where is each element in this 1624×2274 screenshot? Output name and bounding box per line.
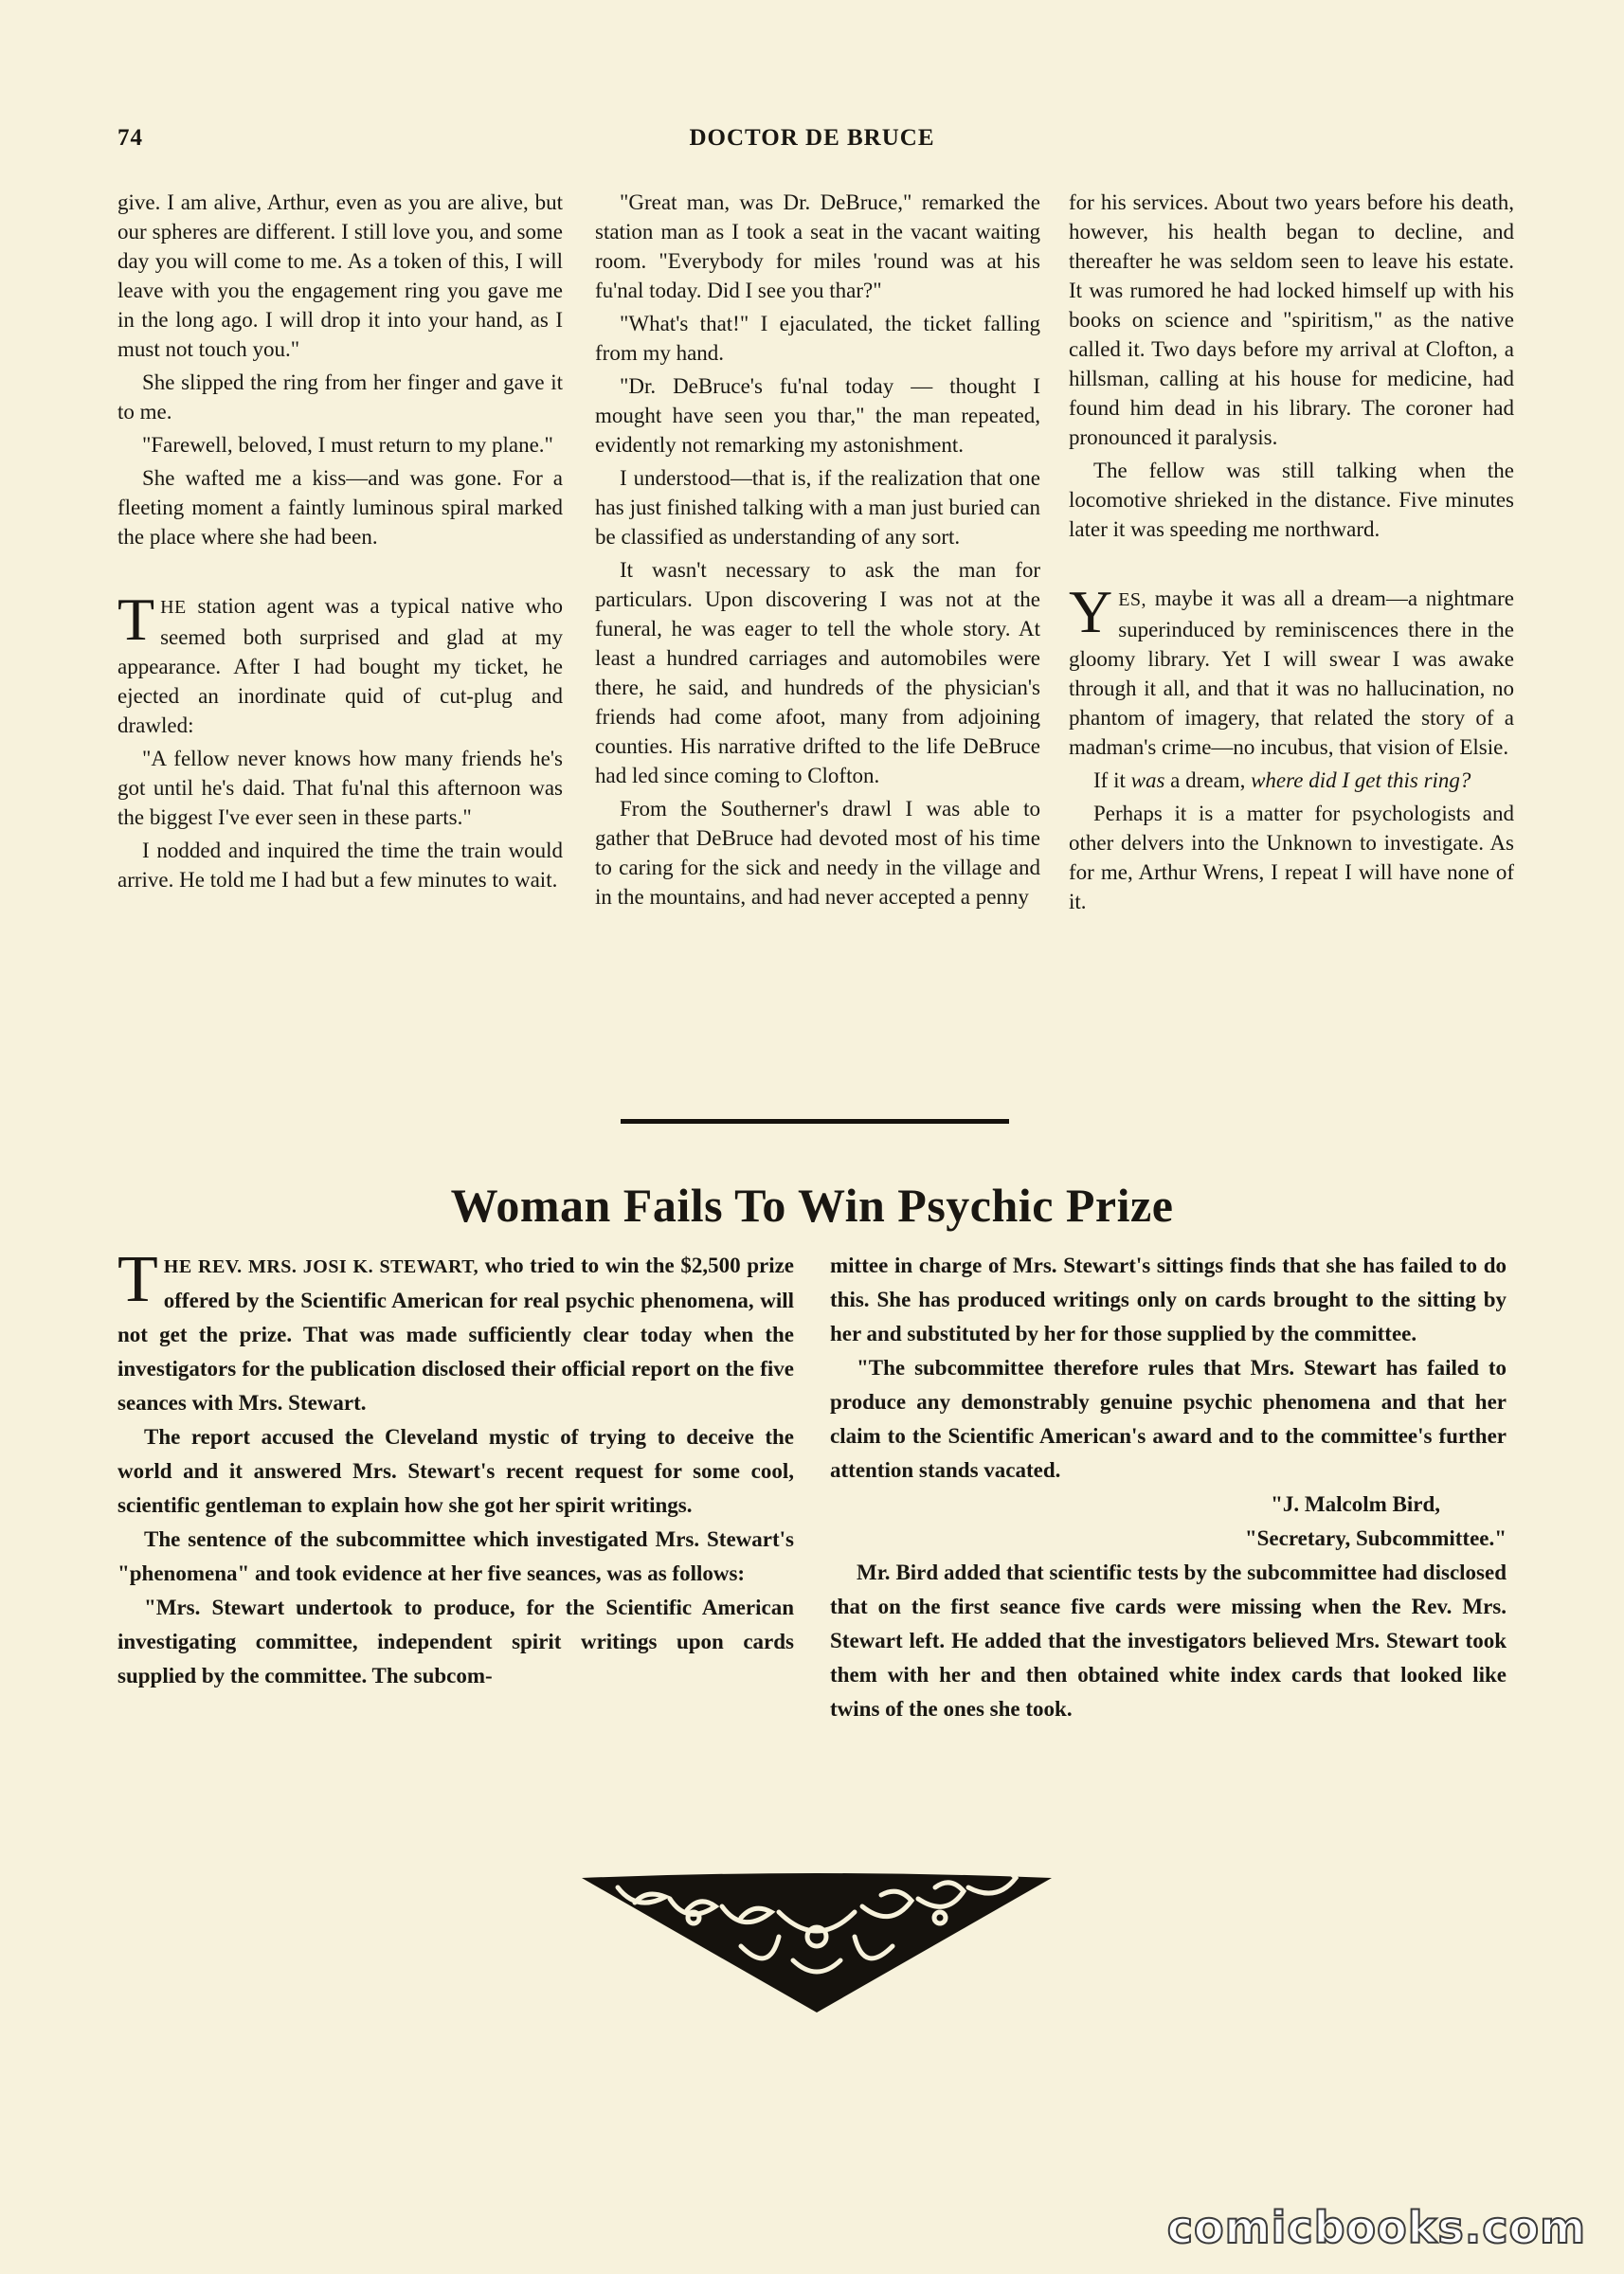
section-break: [1069, 544, 1514, 584]
story-paragraph: "Dr. DeBruce's fu'nal today — thought I mought have seen you thar," the man repeated, evidently not remarking my astonishment.: [595, 374, 1040, 457]
section-break: [117, 551, 563, 591]
tailpiece-ornament-icon: [580, 1870, 1054, 2014]
article-paragraph: "The subcommittee therefore rules that Mrs. Stewart has failed to produce any demonstrably genuine psychic phenomena and that her claim to the Scientific American's award and to the committee's further attention stands vacated.: [830, 1356, 1507, 1482]
story-paragraph: [1069, 766, 1514, 795]
drop-cap: T: [117, 1243, 158, 1316]
signature-name: "J. Malcolm Bird,: [1271, 1492, 1440, 1516]
article-column-1: [117, 1243, 794, 1693]
story-paragraph: She slipped the ring from her finger and gave it to me.: [117, 370, 563, 424]
watermark-logo: comicbooks.com: [1166, 2202, 1586, 2253]
italic-text: was: [1130, 768, 1165, 792]
story-paragraph: "What's that!" I ejaculated, the ticket falling from my hand.: [595, 312, 1040, 365]
story-paragraph: Perhaps it is a matter for psychologists and other delvers into the Unknown to investigate. As for me, Arthur Wrens, I repeat I will have none of it.: [1069, 802, 1514, 913]
article-paragraph-dropcap: [117, 1243, 794, 1420]
lead-in: HE: [160, 597, 187, 618]
paragraph-text: who tried to win the $2,500 prize offered by the Scientific American for real psychic phenomena, will not get the prize. That was made sufficiently clear today when the investigators for the publication disclosed their official report on the five seances with Mrs. Stewart.: [117, 1254, 794, 1415]
paragraph-text: maybe it was all a dream—a nightmare superinduced by reminiscences there in the gloomy library. Yet I will swear I was awake through it all, and that it was no hallucination, no phantom of imagery, that related the story of a madman's crime—no incubus, that vision of Elsie.: [1069, 587, 1514, 759]
paragraph-text: station agent was a typical native who seemed both surprised and glad at my appearance. After I had bought my ticket, he ejected an inordinate quid of cut-plug and drawled:: [117, 594, 563, 737]
story-paragraph: The fellow was still talking when the locomotive shrieked in the distance. Five minutes later it was speeding me northward.: [1069, 459, 1514, 541]
drop-cap: Y: [1069, 578, 1113, 645]
italic-text: where did I get this ring?: [1251, 768, 1471, 792]
story-paragraph: for his services. About two years before his death, however, his health began to decline, and thereafter he was seldom seen to leave his estate. It was rumored he had locked himself up with his books on science and "spiritism," as the native called it. Two days before my arrival at Clofton, a hillsman, calling at his house for medicine, had found him dead in his library. The coroner had pronounced it paralysis.: [1069, 190, 1514, 449]
story-paragraph: I understood—that is, if the realization that one has just finished talking with a man just buried can be classified as understanding of any sort.: [595, 466, 1040, 549]
story-column-1: [117, 188, 563, 894]
article-column-2: [830, 1249, 1507, 1726]
article-paragraph: Mr. Bird added that scientific tests by the subcommittee had disclosed that on the first seance five cards were missing when the Rev. Mrs. Stewart left. He added that the investigators believed Mrs. Stewart took them with her and then obtained white index cards that looked like twins of the ones she took.: [830, 1561, 1507, 1721]
article-paragraph: "Mrs. Stewart undertook to produce, for the Scientific American investigating committee, independent spirit writings upon cards supplied by the committee. The subcom-: [117, 1596, 794, 1687]
story-column-2: [595, 188, 1040, 911]
divider-rule: [621, 1119, 1009, 1124]
story-paragraph-dropcap: [1069, 578, 1514, 762]
page-number: 74: [117, 125, 143, 151]
lead-in: HE REV. MRS. JOSI K. STEWART,: [163, 1256, 479, 1277]
story-paragraph: I nodded and inquired the time the train would arrive. He told me I had but a few minutes to wait.: [117, 839, 563, 892]
drop-cap: T: [117, 586, 155, 653]
story-paragraph: From the Southerner's drawl I was able to gather that DeBruce had devoted most of his time to caring for the sick and needy in the village and in the mountains, and had never accepted a penny: [595, 797, 1040, 909]
article-headline: Woman Fails To Win Psychic Prize: [450, 1179, 1174, 1232]
text-run: a dream,: [1164, 768, 1252, 792]
story-paragraph: She wafted me a kiss—and was gone. For a fleeting moment a faintly luminous spiral marked the place where she had been.: [117, 466, 563, 549]
story-paragraph: "Farewell, beloved, I must return to my plane.": [142, 433, 553, 457]
running-title: DOCTOR DE BRUCE: [689, 125, 935, 151]
story-paragraph: give. I am alive, Arthur, even as you are alive, but our spheres are different. I still love you, and some day you will come to me. As a token of this, I will leave with you the engagement ring you gave me in the long ago. I will drop it into your hand, as I must not touch you.": [117, 190, 563, 361]
text-run: If it: [1093, 768, 1131, 792]
story-paragraph-dropcap: [117, 586, 563, 740]
lead-in: ES,: [1118, 589, 1147, 610]
story-paragraph: It wasn't necessary to ask the man for particulars. Upon discovering I was not at the funeral, he was eager to tell the whole story. At least a hundred carriages and automobiles were there, he said, and hundreds of the physician's friends had come afoot, many from adjoining counties. His narrative drifted to the life DeBruce had led since coming to Clofton.: [595, 558, 1040, 787]
story-paragraph: "A fellow never knows how many friends he's got until he's daid. That fu'nal this afternoon was the biggest I've ever seen in these parts.": [117, 747, 563, 829]
story-column-3: [1069, 188, 1514, 916]
article-paragraph: The report accused the Cleveland mystic of trying to deceive the world and it answered Mrs. Stewart's recent request for some cool, scientific gentleman to explain how she got her spirit writings.: [117, 1425, 794, 1517]
article-paragraph: mittee in charge of Mrs. Stewart's sittings finds that she has failed to do this. She has produced writings only on cards brought to the sitting by her and substituted by her for those supplied by the committee.: [830, 1254, 1507, 1345]
article-paragraph: The sentence of the subcommittee which investigated Mrs. Stewart's "phenomena" and took evidence at her five seances, was as follows:: [117, 1527, 794, 1585]
story-paragraph: "Great man, was Dr. DeBruce," remarked the station man as I took a seat in the vacant waiting room. "Everybody for miles 'round was at his fu'nal today. Did I see you thar?": [595, 190, 1040, 302]
signature-title: "Secretary, Subcommittee.": [1244, 1526, 1507, 1550]
